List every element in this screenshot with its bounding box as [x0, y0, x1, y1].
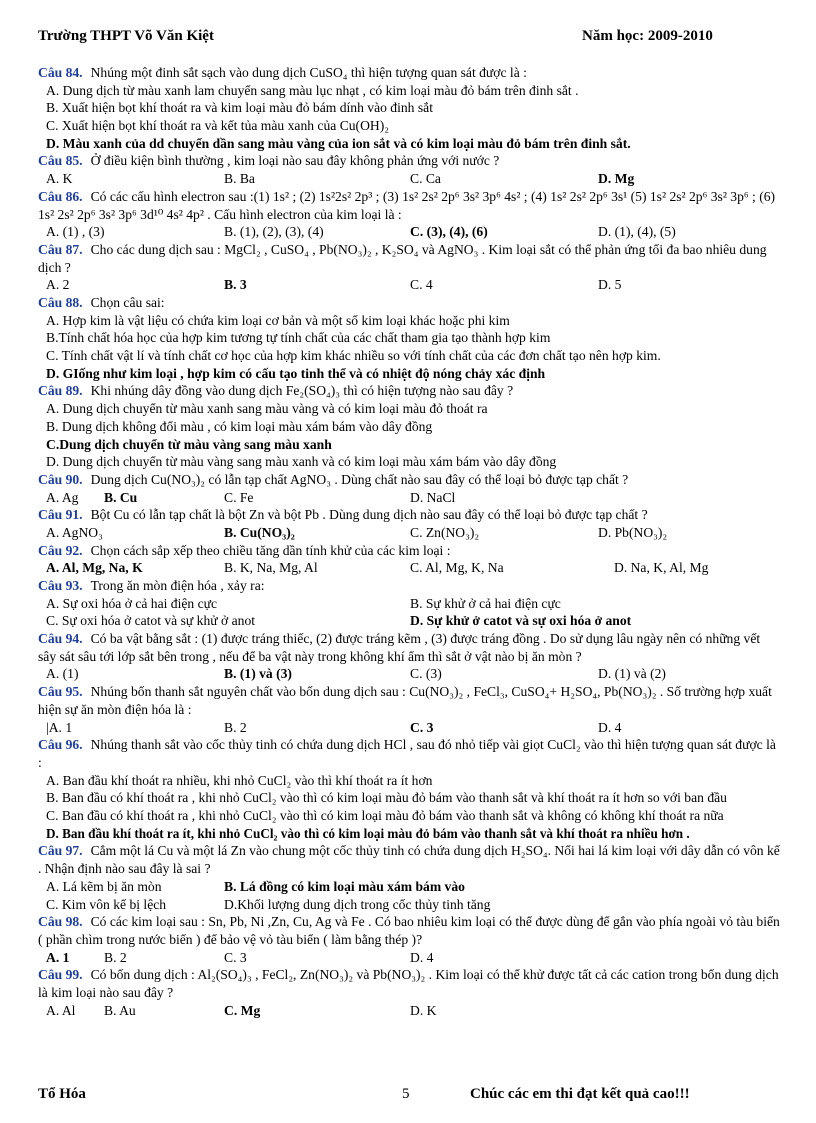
- footer-wish: Chúc các em thi đạt kết quả cao!!!: [470, 1086, 690, 1102]
- footer-dept: Tổ Hóa: [38, 1086, 86, 1102]
- answer-c: C. (3), (4), (6): [410, 224, 488, 240]
- answer-d: D. 4: [598, 719, 622, 735]
- question-text: Có bốn dung dịch : Al₂(SO₄)₃ , FeCl₂, Zn(NO₃)₂ và Pb(NO₃)₂ . Kim loại có thể khử được tất cả các cation trong bốn dung dịch là kim loại nào sau đây ?: [38, 967, 779, 1001]
- question-99: [38, 966, 780, 1001]
- answer-d: D. 4: [410, 949, 434, 965]
- answer-row: [38, 595, 780, 613]
- answer-c: C. (3): [410, 666, 442, 682]
- question-92: [38, 542, 780, 560]
- answer-b: B. (1) và (3): [224, 666, 292, 682]
- question-label: Câu 87.: [38, 241, 83, 257]
- question-text: Chọn cách sắp xếp theo chiều tăng dần tính khử của các kim loại :: [90, 542, 451, 558]
- answer-row: [38, 896, 780, 914]
- answer-c: C. Mg: [224, 1002, 261, 1018]
- answer-row: [38, 524, 780, 542]
- answer-d: D. NaCl: [410, 489, 456, 505]
- question-text: Cho các dung dịch sau : MgCl₂ , CuSO₄ , Pb(NO₃)₂ , K₂SO₄ và AgNO₃ . Kim loại sắt có thể phản ứng tối đa bao nhiêu dung dịch ?: [38, 241, 767, 275]
- answer-b: B. K, Na, Mg, Al: [224, 560, 318, 576]
- answer-c: C. Ca: [410, 171, 441, 187]
- answer-b: B.Tính chất hóa học của hợp kim tương tự tính chất của các chất tham gia tạo thành hợp kim: [46, 330, 551, 346]
- question-88: [38, 294, 780, 312]
- page-number: 5: [402, 1086, 410, 1102]
- question-91: [38, 506, 780, 524]
- question-98: [38, 913, 780, 948]
- answer-b: B. Cu(NO₃)₂: [224, 524, 295, 540]
- question-96: [38, 736, 780, 771]
- answer-a: A. 2: [46, 277, 70, 293]
- question-text: Nhúng bốn thanh sắt nguyên chất vào bốn dung dịch sau : Cu(NO₃)₂ , FeCl₃, CuSO₄+ H₂SO₄, Pb(NO₃)₂ . Số trường hợp xuất hiện sự ăn mòn điện hóa là :: [38, 684, 772, 717]
- answer-b: B. Xuất hiện bọt khí thoát ra và kim loại màu đỏ bám dính vào đinh sắt: [46, 100, 433, 116]
- answer-d: D. Dung dịch chuyển từ màu vàng sang màu xanh và có kim loại màu xám bám vào dây đồng: [46, 454, 557, 470]
- answer-d: D. GIống như kim loại , hợp kim có cấu tạo tinh thể và có nhiệt độ nóng chảy xác định: [46, 365, 546, 381]
- question-95: [38, 683, 780, 718]
- question-label: Câu 94.: [38, 631, 83, 647]
- answer-b: B. 2: [104, 949, 127, 965]
- answer-a: A. Lá kẽm bị ăn mòn: [46, 878, 162, 894]
- answer-c: C. Tính chất vật lí và tính chất cơ học của hợp kim khác nhiều so với tính chất của các đơn chất tạo nên hợp kim.: [46, 348, 661, 364]
- question-label: Câu 85.: [38, 153, 83, 169]
- answer-d: D. K: [410, 1002, 437, 1018]
- answer-b: B. Ba: [224, 171, 255, 187]
- question-86: [38, 188, 780, 223]
- school-name: Trường THPT Võ Văn Kiệt: [38, 28, 214, 44]
- answer-a: A. K: [46, 171, 73, 187]
- answer-d: D. Ban đầu khí thoát ra ít, khi nhỏ CuCl₂ vào thì có kim loại màu đỏ bám vào thanh sắt và khí thoát ra nhiều hơn .: [46, 825, 690, 841]
- question-label: Câu 99.: [38, 967, 83, 983]
- answer-a: A. Hợp kim là vật liệu có chứa kim loại cơ bản và một số kim loại khác hoặc phi kim: [46, 312, 510, 328]
- question-label: Câu 88.: [38, 295, 83, 310]
- answer-c: C. 4: [410, 277, 433, 293]
- question-label: Câu 86.: [38, 188, 83, 204]
- answer-d: D. Màu xanh của dd chuyển dần sang màu vàng của ion sắt và có kim loại màu đỏ bám trên đinh sắt.: [46, 135, 631, 151]
- answer-row: [38, 559, 780, 577]
- answer-c: C. Fe: [224, 489, 254, 505]
- answer-row: [38, 1002, 780, 1020]
- question-text: Nhúng một đinh sắt sạch vào dung dịch CuSO₄ thì hiện tượng quan sát được là :: [90, 65, 527, 80]
- question-label: Câu 93.: [38, 578, 83, 593]
- answer-a: A. (1) , (3): [46, 224, 105, 240]
- question-93: [38, 577, 780, 595]
- question-text: Cắm một lá Cu và một lá Zn vào chung một cốc thủy tinh có chứa dung dịch H₂SO₄. Nối hai lá kim loại với dây dẫn có vôn kế . Nhận định nào sau đây là sai ?: [38, 843, 780, 877]
- answer-c: C. 3: [410, 719, 434, 735]
- answer-row: [38, 949, 780, 967]
- answer-b: B. Au: [104, 1002, 136, 1018]
- question-label: Câu 84.: [38, 65, 83, 80]
- answer-row: [38, 878, 780, 896]
- question-text: Ở điều kiện bình thường , kim loại nào sau đây không phản ứng với nước ?: [90, 153, 500, 169]
- question-label: Câu 91.: [38, 507, 83, 523]
- answer-c: C. Ban đầu có khí thoát ra , khi nhỏ CuCl₂ vào thì có kim loại màu đỏ bám vào thanh sắt và không có không khí thoát ra nữa: [46, 808, 724, 824]
- question-label: Câu 90.: [38, 471, 83, 487]
- answer-row: [38, 223, 780, 241]
- answer-b: B. Cu: [104, 489, 138, 505]
- answer-c: C. Xuất hiện bọt khí thoát ra và kết tủa màu xanh của Cu(OH)₂: [46, 118, 389, 134]
- answer-c: C. Kim vôn kế bị lệch: [46, 896, 167, 912]
- answer-c: C. Sự oxi hóa ở catot và sự khử ở anot: [46, 613, 256, 629]
- answer-a: A. Al: [46, 1002, 76, 1018]
- question-90: [38, 471, 780, 489]
- question-text: Có các kim loại sau : Sn, Pb, Ni ,Zn, Cu, Ag và Fe . Có bao nhiêu kim loại có thể được dùng để gắn vào phía ngoài vỏ tàu biển ( phần chìm trong nước biển ) để bảo vệ vỏ tàu biển ( làm bằng thép )?: [38, 914, 780, 947]
- question-sheet: [38, 64, 780, 1019]
- answer-a: A. Ag: [46, 489, 79, 505]
- answer-a: A. Ban đầu khí thoát ra nhiều, khi nhỏ CuCl₂ vào thì khí thoát ra ít hơn: [46, 772, 433, 788]
- answer-b: B. Lá đồng có kim loại màu xám bám vào: [224, 878, 465, 894]
- question-text: Dung dịch Cu(NO₃)₂ có lẫn tạp chất AgNO₃ . Dùng chất nào sau đây có thể loại bỏ được tạp chất ?: [90, 471, 629, 487]
- answer-d: D. 5: [598, 277, 622, 293]
- answer-a: |A. 1: [46, 719, 73, 735]
- question-text: Khi nhúng dây đồng vào dung dịch Fe₂(SO₄)₃ thì có hiện tượng nào sau đây ?: [90, 383, 514, 399]
- answer-d: D. Na, K, Al, Mg: [614, 560, 709, 576]
- question-text: Có ba vật bằng sắt : (1) được tráng thiếc, (2) được tráng kẽm , (3) được tráng đồng . Do sử dụng lâu ngày nên có những vết sây sát sâu tới lớp sắt bên trong , nếu để ba vật này trong không khí ẩm thì sắt ở vật nào bị ăn mòn ?: [38, 631, 761, 664]
- question-89: [38, 382, 780, 400]
- answer-d: D. (1) và (2): [598, 666, 666, 682]
- answer-b: B. (1), (2), (3), (4): [224, 224, 324, 240]
- answer-b: B. 2: [224, 719, 247, 735]
- answer-d: D. (1), (4), (5): [598, 224, 676, 240]
- question-label: Câu 96.: [38, 737, 83, 753]
- answer-d: D. Pb(NO₃)₂: [598, 524, 668, 540]
- answer-c: C. Al, Mg, K, Na: [410, 560, 504, 576]
- answer-a: A. Al, Mg, Na, K: [46, 560, 143, 576]
- question-label: Câu 98.: [38, 914, 83, 930]
- answer-d: D. Sự khử ở catot và sự oxi hóa ở anot: [410, 613, 632, 629]
- answer-c: C.Dung dịch chuyển từ màu vàng sang màu xanh: [46, 436, 332, 452]
- answer-b: B. Sự khử ở cả hai điện cực: [410, 595, 561, 611]
- school-year: Năm học: 2009-2010: [582, 28, 713, 44]
- answer-row: [38, 665, 780, 683]
- answer-b: B. Ban đầu có khí thoát ra , khi nhỏ CuCl₂ vào thì có kim loại màu đỏ bám vào thanh sắt và khí thoát ra ít hơn so với ban đầu: [46, 790, 727, 806]
- question-text: Nhúng thanh sắt vào cốc thủy tinh có chứa dung dịch HCl , sau đó nhỏ tiếp vài giọt CuCl₂ vào thì hiện tượng quan sát được là :: [38, 737, 776, 770]
- question-97: [38, 842, 780, 877]
- answer-b: B. Dung dịch không đổi màu , có kim loại màu xám bám vào dây đồng: [46, 418, 433, 434]
- answer-row: [38, 612, 780, 630]
- answer-a: A. Sự oxi hóa ở cả hai điện cực: [46, 595, 218, 611]
- question-label: Câu 89.: [38, 383, 83, 399]
- answer-b: B. 3: [224, 277, 247, 293]
- answer-a: A. (1): [46, 666, 79, 682]
- answer-c: C. Zn(NO₃)₂: [410, 524, 480, 540]
- answer-row: [38, 719, 780, 737]
- question-label: Câu 95.: [38, 684, 83, 700]
- answer-d: D. Mg: [598, 171, 635, 187]
- question-94: [38, 630, 780, 665]
- answer-row: [38, 170, 780, 188]
- answer-a: A. 1: [46, 949, 70, 965]
- question-text: Chọn câu sai:: [90, 295, 165, 310]
- answer-d: D.Khối lượng dung dịch trong cốc thủy tinh tăng: [224, 896, 491, 912]
- answer-c: C. 3: [224, 949, 247, 965]
- answer-a: A. AgNO₃: [46, 524, 103, 540]
- answer-a: A. Dung dịch từ màu xanh lam chuyển sang màu lục nhạt , có kim loại màu đỏ bám trên đinh sắt .: [46, 82, 579, 98]
- answer-row: [38, 276, 780, 294]
- question-text: Bột Cu có lẫn tạp chất là bột Zn và bột Pb . Dùng dung dịch nào sau đây có thể loại bỏ được tạp chất ?: [90, 507, 648, 523]
- question-84: [38, 64, 780, 82]
- question-87: [38, 241, 780, 276]
- question-85: [38, 152, 780, 170]
- answer-row: [38, 489, 780, 507]
- question-label: Câu 97.: [38, 843, 83, 859]
- question-text: Có các cấu hình electron sau :(1) 1s² ; (2) 1s²2s² 2p³ ; (3) 1s² 2s² 2p⁶ 3s² 3p⁶ 4s² ; (4) 1s² 2s² 2p⁶ 3s¹ (5) 1s² 2s² 2p⁶ 3s² 3p⁶ ; (6) 1s² 2s² 2p⁶ 3s² 3p⁶ 3d¹⁰ 4s² 4p² . Cấu hình electron của kim loại là :: [38, 188, 776, 222]
- answer-a: A. Dung dịch chuyển từ màu xanh sang màu vàng và có kim loại màu đỏ thoát ra: [46, 401, 488, 417]
- question-text: Trong ăn mòn điện hóa , xảy ra:: [90, 578, 265, 593]
- question-label: Câu 92.: [38, 542, 83, 558]
